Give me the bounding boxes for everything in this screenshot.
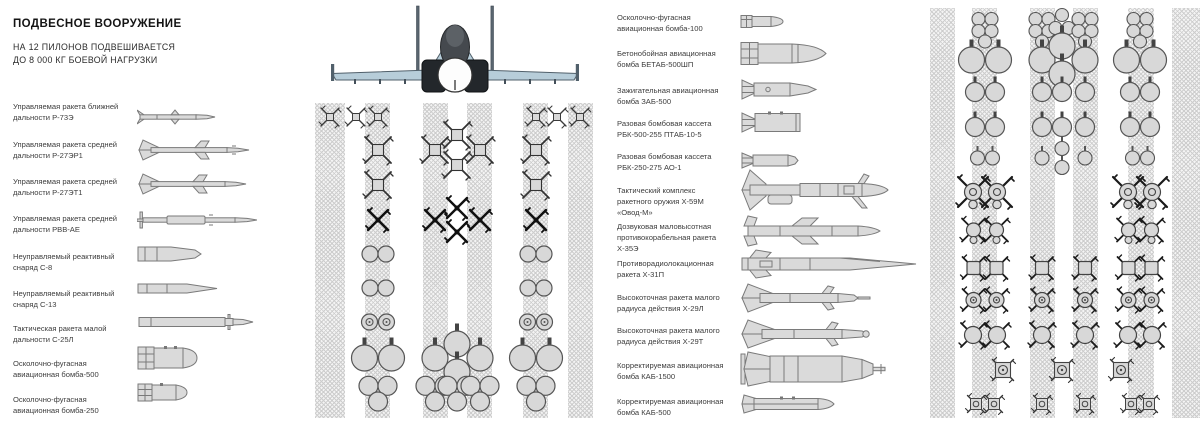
rbk-500-silhouette-icon xyxy=(740,111,802,134)
weapon-label: Высокоточная ракета малого радиуса действия Х-29Л xyxy=(617,293,720,313)
pylon-load-symbol xyxy=(1090,366,1190,430)
kab-1500-silhouette-icon xyxy=(740,351,888,387)
r-73e-silhouette-icon xyxy=(137,109,217,125)
weapon-label: Осколочно-фугасная авиационная бомба-100 xyxy=(617,13,703,33)
header-subtitle-line1: НА 12 ПИЛОНОВ ПОДВЕШИВАЕТСЯ xyxy=(13,42,176,52)
ofab-250-silhouette-icon xyxy=(137,382,189,403)
weapon-label: Разовая бомбовая кассета РБК-500-255 ПТАБ-10-5 xyxy=(617,119,712,139)
weapon-label: Неуправляемый реактивный снаряд С-8 xyxy=(13,252,115,272)
rbk-250-silhouette-icon xyxy=(740,152,800,169)
betab-500shp-silhouette-icon xyxy=(740,41,828,66)
kh-31p-silhouette-icon xyxy=(740,249,918,279)
zab-500-silhouette-icon xyxy=(740,79,818,100)
weapon-label: Корректируемая авиационная бомба КАБ-1500 xyxy=(617,361,724,381)
weapon-label: Зажигательная авиационная бомба ЗАБ-500 xyxy=(617,86,719,106)
s-8-silhouette-icon xyxy=(137,245,202,263)
weapon-label: Высокоточная ракета малого радиуса действия Х-29Т xyxy=(617,326,720,346)
ofab-100-silhouette-icon xyxy=(740,14,785,29)
page-title: ПОДВЕСНОЕ ВООРУЖЕНИЕ xyxy=(13,18,182,30)
weapon-label: Осколочно-фугасная авиационная бомба-250 xyxy=(13,395,99,415)
weapon-label: Дозвуковая маловысотная противокорабельная ракета Х-35Э xyxy=(617,222,717,253)
s-25l-silhouette-icon xyxy=(137,314,255,330)
weapon-label: Корректируемая авиационная бомба КАБ-500 xyxy=(617,397,724,417)
kab-500-silhouette-icon xyxy=(740,394,838,414)
r-27er1-silhouette-icon xyxy=(137,138,252,162)
weapon-label: Тактический комплекс ракетного оружия Х-59М «Овод-М» xyxy=(617,186,704,217)
kh-59m-silhouette-icon xyxy=(740,168,892,212)
header-subtitle-line2: ДО 8 000 КГ БОЕВОЙ НАГРУЗКИ xyxy=(13,55,158,65)
weapon-label: Управляемая ракета средней дальности Р-27ЭР1 xyxy=(13,140,118,160)
weapon-label: Управляемая ракета средней дальности РВВ-АЕ xyxy=(13,214,118,234)
weapon-label: Разовая бомбовая кассета РБК-250-275 АО-1 xyxy=(617,152,712,172)
weapon-label: Управляемая ракета средней дальности Р-27ЭТ1 xyxy=(13,177,118,197)
weapon-label: Неуправляемый реактивный снаряд С-13 xyxy=(13,289,115,309)
ofab-500-silhouette-icon xyxy=(137,345,199,371)
s-13-silhouette-icon xyxy=(137,282,219,295)
weapon-label: Осколочно-фугасная авиационная бомба-500 xyxy=(13,359,99,379)
pylon-load-symbol xyxy=(486,354,586,430)
kh-29l-silhouette-icon xyxy=(740,282,872,314)
weapon-label: Бетонобойная авиационная бомба БЕТАБ-500ШП xyxy=(617,49,716,69)
kh-35e-silhouette-icon xyxy=(740,215,882,247)
weapon-label: Тактическая ракета малой дальности С-25Л xyxy=(13,324,107,344)
rvv-ae-silhouette-icon xyxy=(137,211,257,229)
weapon-label: Противорадиолокационная ракета Х-31П xyxy=(617,259,714,279)
weapon-label: Управляемая ракета ближней дальности Р-73Э xyxy=(13,102,119,122)
kh-29t-silhouette-icon xyxy=(740,318,878,350)
r-27et1-silhouette-icon xyxy=(137,172,249,196)
